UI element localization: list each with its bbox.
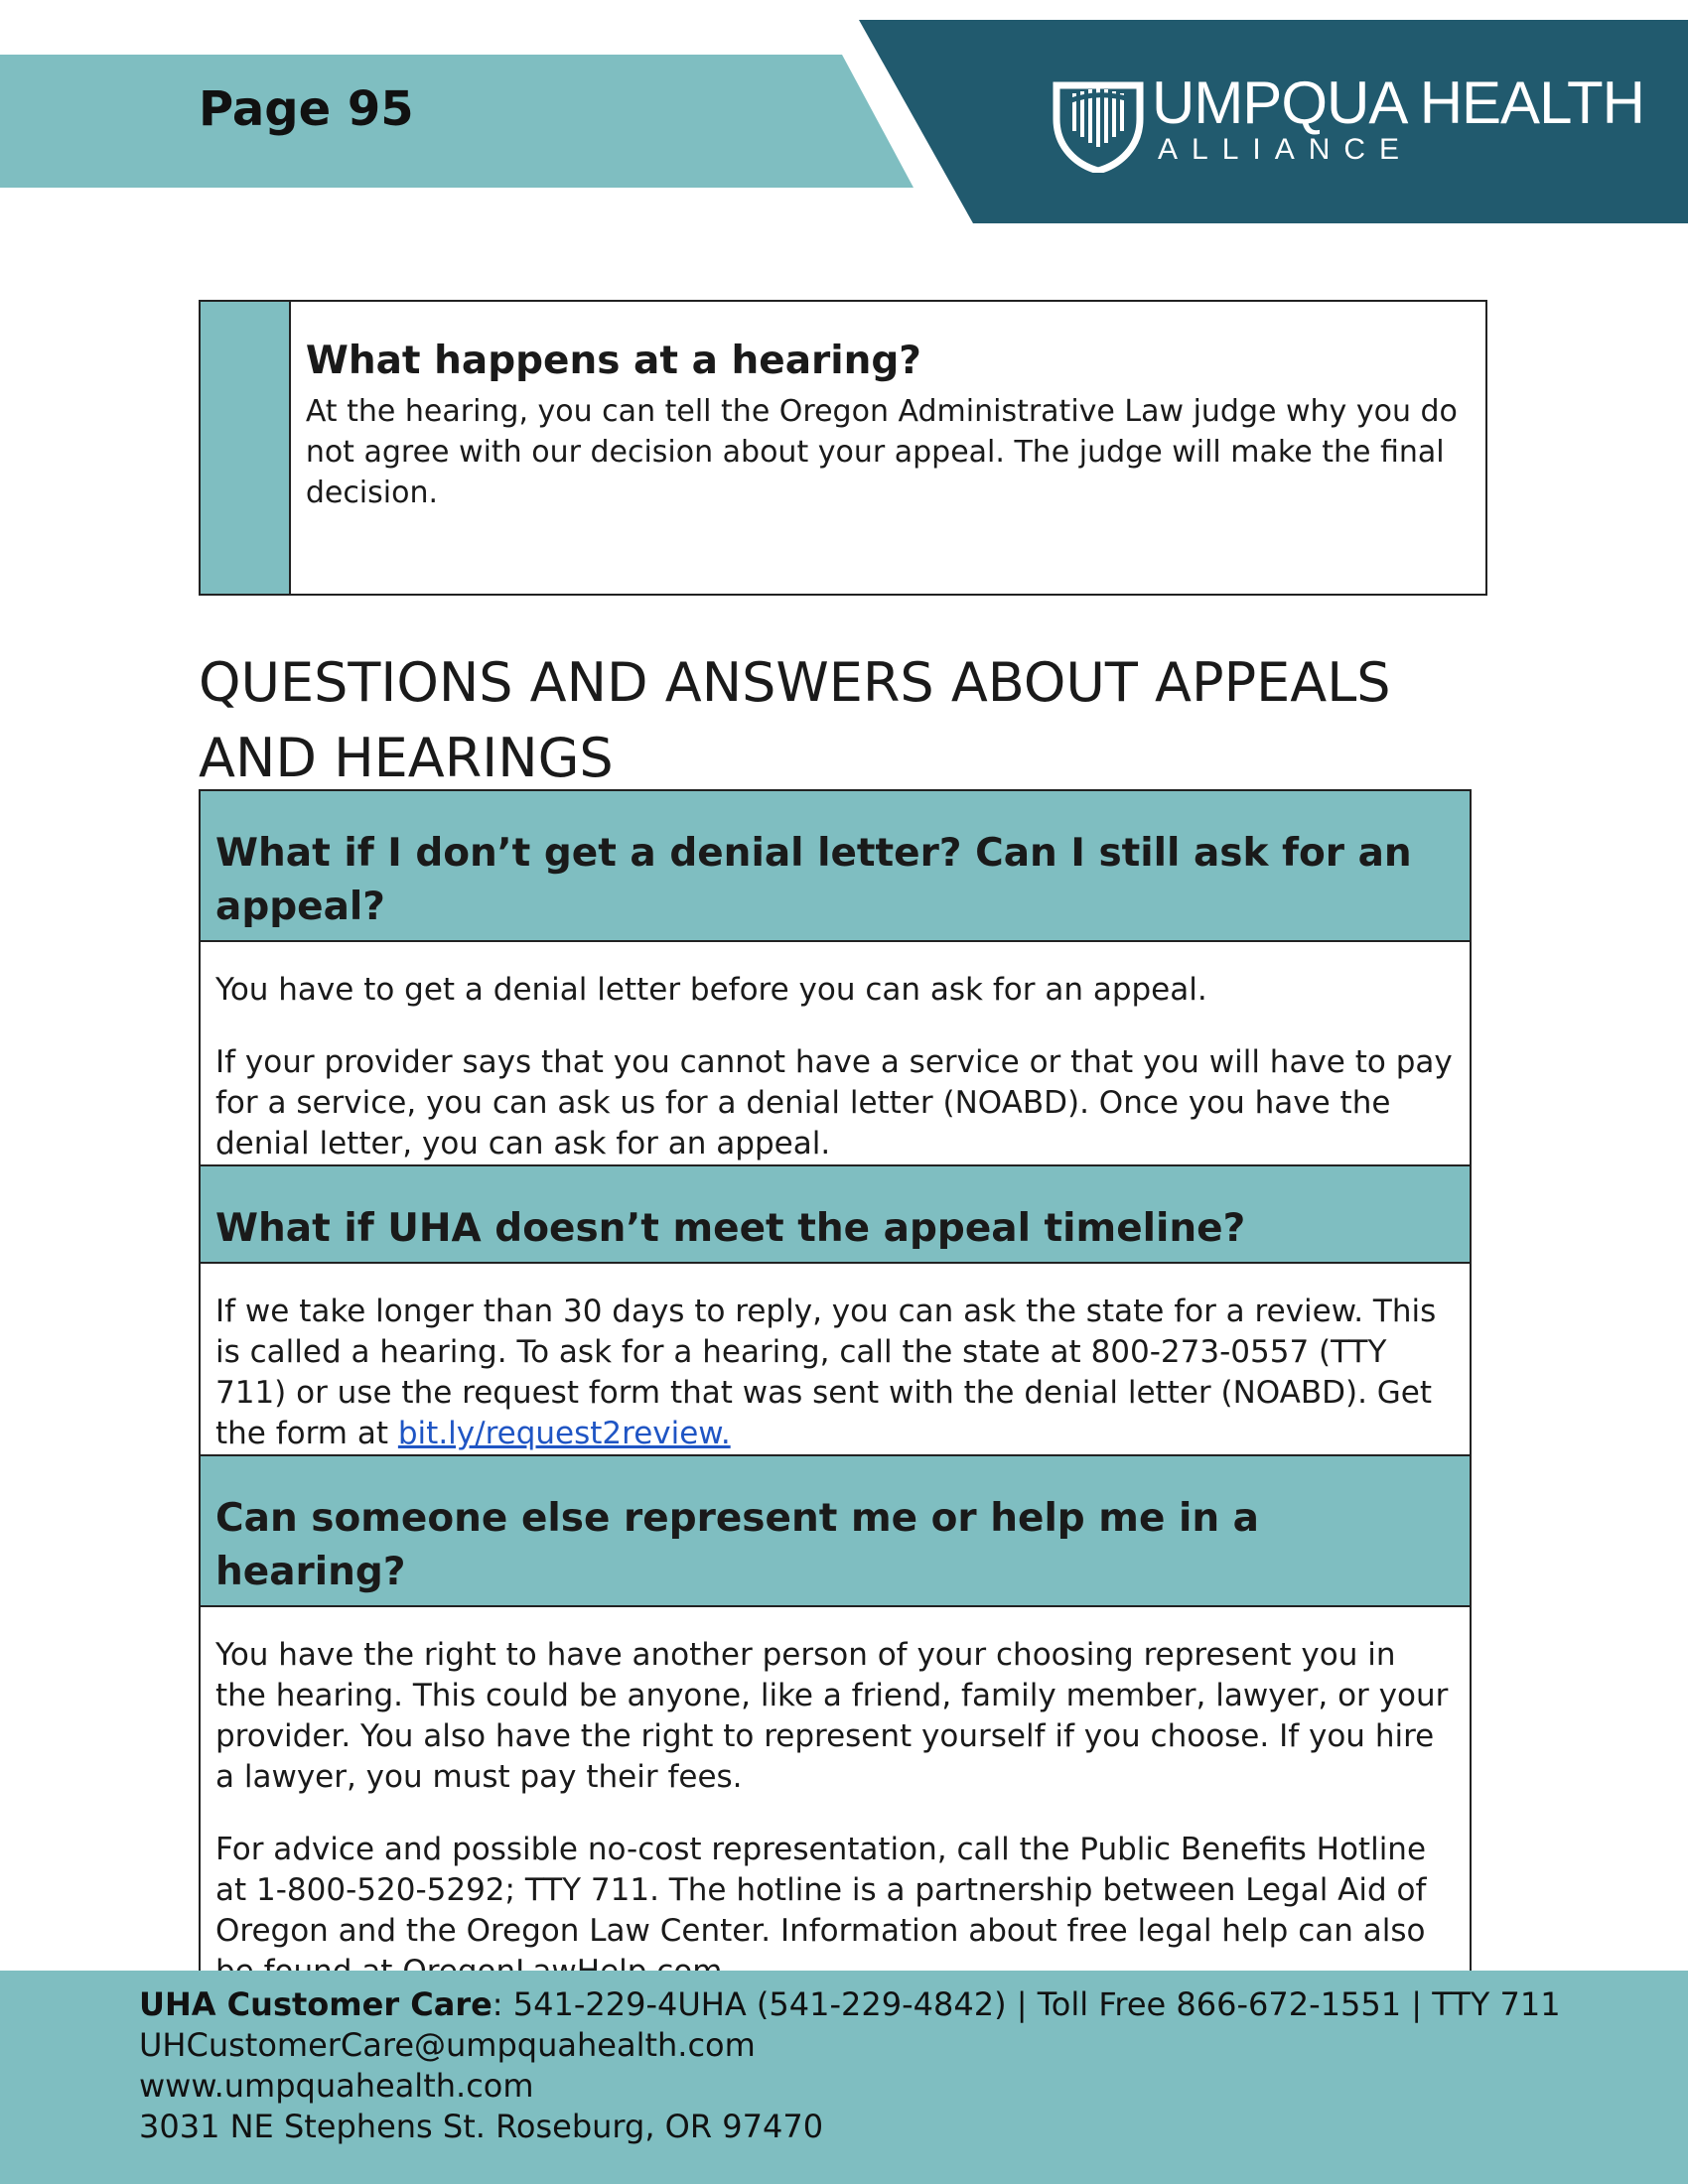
footer <box>0 1971 1688 2184</box>
qa-answer-paragraph: You have the right to have another person of your choosing represent you in the hearing. This could be anyone, like a friend, family member, lawyer, or your provider. You also have the right to represent yourself if you choose. If you hire a lawyer, you must pay their fees. <box>215 1637 1449 1795</box>
hearing-box-accent <box>201 302 291 594</box>
footer-care-label: UHA Customer Care <box>139 1985 492 2023</box>
logo-shield-icon <box>1051 73 1146 173</box>
footer-customer-care <box>139 1984 1561 2025</box>
qa-table <box>199 789 1472 1994</box>
request-review-link[interactable]: bit.ly/request2review. <box>397 1416 731 1451</box>
footer-website: www.umpquahealth.com <box>139 2067 534 2105</box>
qa-answer-appeal-timeline <box>201 1264 1470 1454</box>
qa-answer-representation <box>201 1607 1470 1992</box>
hearing-box-body: At the hearing, you can tell the Oregon Administrative Law judge why you do not agree with our decision about your appeal. The judge will make the final decision. <box>305 394 1458 510</box>
hearing-info-box <box>199 300 1487 596</box>
section-title: QUESTIONS AND ANSWERS ABOUT APPEALS AND HEARINGS <box>199 651 1391 789</box>
page-number: Page 95 <box>199 81 414 137</box>
qa-answer-paragraph: If your provider says that you cannot have a service or that you will have to pay for a service, you can ask us for a denial letter (NOABD). Once you have the denial letter, you can ask for an appeal. <box>215 1044 1453 1161</box>
footer-contact <box>139 1984 1561 2147</box>
qa-answer-paragraph <box>215 1292 1456 1454</box>
qa-question-appeal-timeline: What if UHA doesn’t meet the appeal timeline? <box>201 1164 1470 1264</box>
footer-email: UHCustomerCare@umpquahealth.com <box>139 2026 756 2064</box>
umpqua-health-logo <box>1051 69 1644 173</box>
qa-answer-denial-letter <box>201 942 1470 1164</box>
header-band <box>0 55 914 188</box>
qa-answer-text: If we take longer than 30 days to reply, you can ask the state for a review. This is called a hearing. To ask for a hearing, call the state at 800-273-0557 (TTY 711) or use the request form that was sent with the denial letter (NOABD). Get the form at <box>215 1294 1437 1451</box>
qa-question-representation: Can someone else represent me or help me in a hearing? <box>201 1454 1470 1607</box>
footer-address: 3031 NE Stephens St. Roseburg, OR 97470 <box>139 2108 824 2145</box>
footer-care-numbers: : 541-229-4UHA (541-229-4842) | Toll Free 866-672-1551 | TTY 711 <box>492 1985 1561 2023</box>
logo-subtitle-text: ALLIANCE <box>1158 133 1414 166</box>
logo-name-text: UMPQUA HEALTH <box>1152 69 1644 136</box>
qa-answer-paragraph: You have to get a denial letter before you can ask for an appeal. <box>215 972 1207 1008</box>
qa-answer-paragraph: For advice and possible no-cost representation, call the Public Benefits Hotline at 1-800-520-5292; TTY 711. The hotline is a partnership between Legal Aid of Oregon and the Oregon Law Center. Information about free legal help can also <box>215 1832 1427 1949</box>
qa-question-denial-letter: What if I don’t get a denial letter? Can I still ask for an appeal? <box>201 791 1470 942</box>
hearing-box-content <box>291 302 1485 594</box>
hearing-box-title: What happens at a hearing? <box>305 339 921 383</box>
